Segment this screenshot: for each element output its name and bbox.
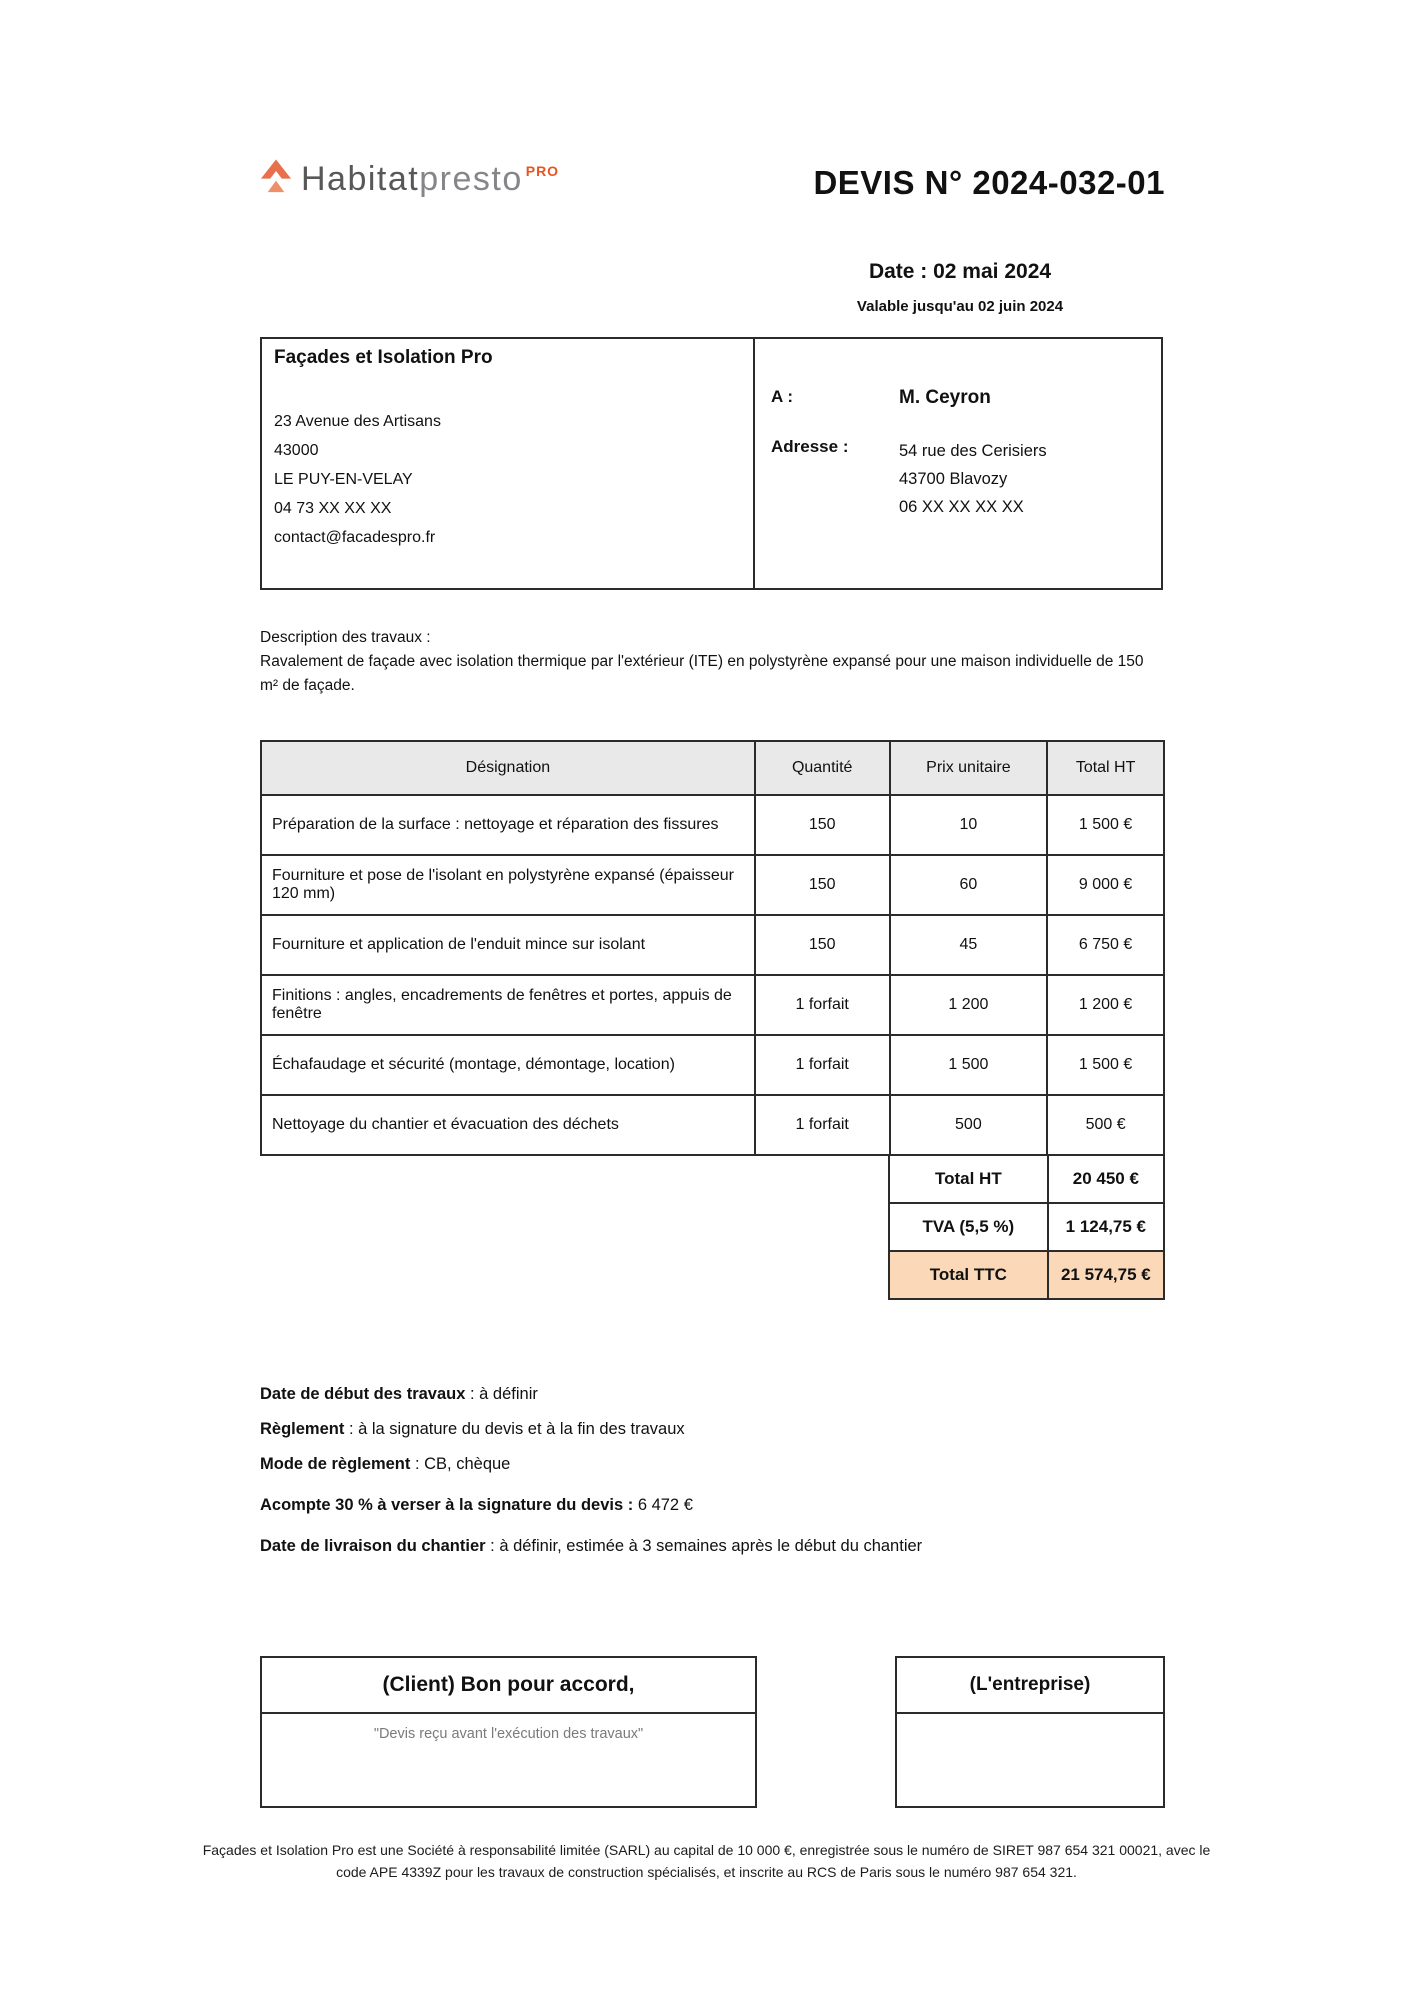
house-chevron-icon <box>260 158 292 200</box>
total-value: 20 450 € <box>1048 1155 1164 1203</box>
quantity-cell: 1 forfait <box>755 975 890 1035</box>
total-label: TVA (5,5 %) <box>889 1203 1048 1251</box>
company-address-line: LE PUY-EN-VELAY <box>274 471 413 488</box>
designation-cell: Finitions : angles, encadrements de fenêtres et portes, appuis de fenêtre <box>261 975 755 1035</box>
company-address-line: 23 Avenue des Artisans <box>274 413 441 430</box>
total-ht-row <box>889 1155 1164 1203</box>
document-header <box>260 0 1165 202</box>
quantity-cell: 1 forfait <box>755 1095 890 1155</box>
terms-section <box>260 1382 1165 1558</box>
totals-table <box>888 1154 1165 1300</box>
to-label: A : <box>771 387 794 406</box>
company-address <box>274 407 741 552</box>
quantity-cell: 150 <box>755 795 890 855</box>
unit-price-cell: 1 200 <box>890 975 1048 1035</box>
tva-row <box>889 1203 1164 1251</box>
table-row <box>261 975 1164 1035</box>
total-value: 21 574,75 € <box>1048 1251 1164 1299</box>
total-ttc-row <box>889 1251 1164 1299</box>
footer-legal: Façades et Isolation Pro est une Société à responsabilité limitée (SARL) au capital de 10 000 €, enregistrée sous le numéro de SIRET 987 654 321 00021, avec le code APE 4339Z pour les travaux de construction spécialisés, et inscrite au RCS de Paris sous le numéro 987 654 321. <box>202 1842 1211 1880</box>
unit-price-cell: 45 <box>890 915 1048 975</box>
term-deposit: Acompte 30 % à verser à la signature du devis : 6 472 € <box>260 1496 693 1514</box>
signatures-section <box>260 1656 1165 1808</box>
company-address-line: 04 73 XX XX XX <box>274 500 392 517</box>
quantity-cell: 1 forfait <box>755 1035 890 1095</box>
table-row <box>261 795 1164 855</box>
designation-cell: Échafaudage et sécurité (montage, démontage, location) <box>261 1035 755 1095</box>
client-signature-title: (Client) Bon pour accord, <box>262 1658 755 1714</box>
pro-badge: PRO <box>525 162 560 179</box>
total-cell: 500 € <box>1047 1095 1164 1155</box>
habitatpresto-logo <box>260 158 559 200</box>
unit-price-cell: 1 500 <box>890 1035 1048 1095</box>
address-label: Adresse : <box>771 437 849 456</box>
quantity-cell: 150 <box>755 915 890 975</box>
company-signature-box <box>895 1656 1165 1808</box>
company-box <box>260 337 755 590</box>
designation-cell: Fourniture et application de l'enduit mince sur isolant <box>261 915 755 975</box>
client-address-line: 43700 Blavozy <box>899 470 1008 488</box>
brand-primary: Habitat <box>301 159 420 198</box>
items-table-header-row <box>261 741 1164 795</box>
term-payment-mode: Mode de règlement : CB, chèque <box>260 1455 511 1473</box>
table-row <box>261 915 1164 975</box>
total-value: 1 124,75 € <box>1048 1203 1164 1251</box>
company-signature-title: (L'entreprise) <box>897 1658 1163 1714</box>
total-label: Total HT <box>889 1155 1048 1203</box>
designation-cell: Préparation de la surface : nettoyage et réparation des fissures <box>261 795 755 855</box>
company-address-line: 43000 <box>274 442 319 459</box>
client-address-line: 54 rue des Cerisiers <box>899 442 1047 460</box>
works-description-body: Ravalement de façade avec isolation thermique par l'extérieur (ITE) en polystyrène expansé pour une maison individuelle de 150 m² de façade. <box>260 653 1144 694</box>
term-start-date: Date de début des travaux : à définir <box>260 1385 538 1403</box>
term-delivery-date: Date de livraison du chantier : à définir, estimée à 3 semaines après le début du chantier <box>260 1537 923 1555</box>
unit-price-cell: 500 <box>890 1095 1048 1155</box>
column-header-designation: Désignation <box>261 741 755 795</box>
client-name: M. Ceyron <box>899 387 991 408</box>
total-cell: 1 200 € <box>1047 975 1164 1035</box>
total-cell: 1 500 € <box>1047 795 1164 855</box>
company-signature-area <box>897 1714 1163 1726</box>
brand-text <box>301 160 559 199</box>
devis-title: DEVIS N° 2024-032-01 <box>813 164 1165 201</box>
total-label: Total TTC <box>889 1251 1048 1299</box>
designation-cell: Nettoyage du chantier et évacuation des déchets <box>261 1095 755 1155</box>
client-signature-box <box>260 1656 757 1808</box>
unit-price-cell: 60 <box>890 855 1048 915</box>
validity-line: Valable jusqu'au 02 juin 2024 <box>856 298 1064 315</box>
client-address <box>899 437 1147 521</box>
client-address-line: 06 XX XX XX XX <box>899 498 1024 516</box>
client-signature-note: "Devis reçu avant l'exécution des travaux" <box>373 1726 644 1742</box>
works-description-title: Description des travaux : <box>260 629 431 646</box>
column-header-total-ht: Total HT <box>1047 741 1164 795</box>
designation-cell: Fourniture et pose de l'isolant en polystyrène expansé (épaisseur 120 mm) <box>261 855 755 915</box>
unit-price-cell: 10 <box>890 795 1048 855</box>
total-cell: 6 750 € <box>1047 915 1164 975</box>
column-header-quantity: Quantité <box>755 741 890 795</box>
company-address-line: contact@facadespro.fr <box>274 529 436 546</box>
total-cell: 9 000 € <box>1047 855 1164 915</box>
quantity-cell: 150 <box>755 855 890 915</box>
table-row <box>261 1035 1164 1095</box>
brand-secondary: presto <box>419 159 523 198</box>
company-name: Façades et Isolation Pro <box>274 347 493 368</box>
total-cell: 1 500 € <box>1047 1035 1164 1095</box>
table-row <box>261 855 1164 915</box>
works-description <box>260 626 1165 698</box>
client-box <box>753 337 1163 590</box>
term-payment: Règlement : à la signature du devis et à la fin des travaux <box>260 1420 685 1438</box>
table-row <box>261 1095 1164 1155</box>
client-signature-area <box>262 1714 755 1742</box>
parties-section <box>260 337 1165 590</box>
column-header-unit-price: Prix unitaire <box>890 741 1048 795</box>
date-line: Date : 02 mai 2024 <box>868 260 1052 283</box>
items-table <box>260 740 1165 1156</box>
date-block <box>755 260 1165 315</box>
